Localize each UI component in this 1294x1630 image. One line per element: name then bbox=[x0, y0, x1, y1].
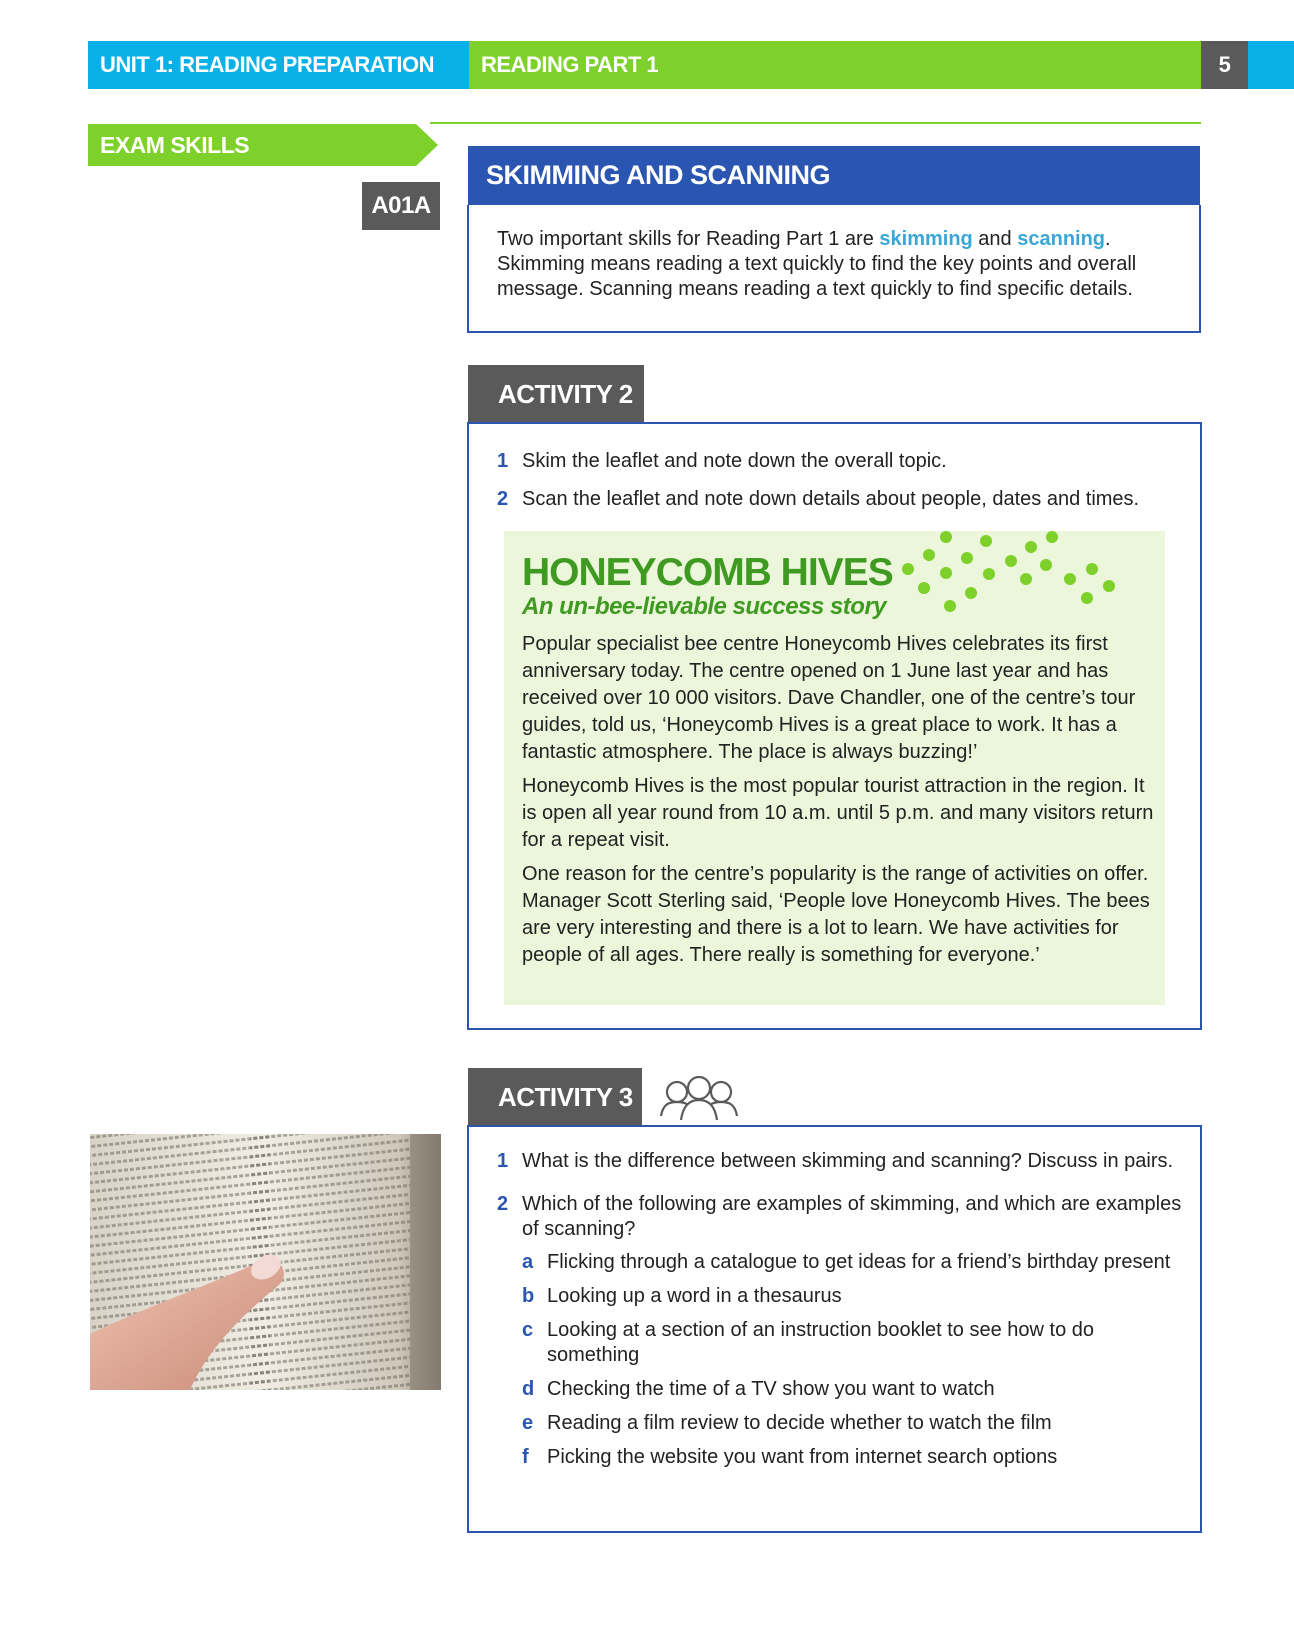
activity-2-tab: ACTIVITY 2 bbox=[468, 365, 644, 423]
item-text: Reading a film review to decide whether to watch the film bbox=[547, 1412, 1052, 1434]
dictionary-photo bbox=[90, 1134, 441, 1390]
leaflet-body bbox=[522, 631, 1162, 976]
skimming-box-body bbox=[467, 205, 1201, 333]
item-letter: a bbox=[522, 1251, 534, 1273]
sub-list-item bbox=[522, 1318, 1177, 1368]
item-letter: e bbox=[522, 1412, 534, 1434]
leaflet-paragraph: Honeycomb Hives is the most popular tourist attraction in the region. It is open all year round from 10 a.m. until 5 p.m. and many visitors return for a repeat visit. bbox=[522, 775, 1154, 851]
item-letter: d bbox=[522, 1378, 535, 1400]
sub-list-item bbox=[522, 1284, 1177, 1309]
sub-list-item bbox=[522, 1377, 1177, 1402]
activity-2-list bbox=[497, 449, 1202, 525]
bee-dots-decoration bbox=[894, 531, 1134, 631]
item-text: Which of the following are examples of skimming, and which are examples of scanning? bbox=[522, 1193, 1182, 1240]
item-number: 1 bbox=[497, 450, 509, 472]
item-text: Checking the time of a TV show you want to watch bbox=[547, 1378, 995, 1400]
header-end-strip bbox=[1248, 41, 1294, 89]
leaflet-title: HONEYCOMB HIVES bbox=[522, 551, 893, 594]
sub-list-item bbox=[522, 1445, 1177, 1470]
leaflet-paragraph: One reason for the centre’s popularity is the range of activities on offer. Manager Scott Sterling said, ‘People love Honeycomb Hives. The bees are very interesting and there is a lot to learn. We have activities for people of all ages. There really is something for everyone.’ bbox=[522, 863, 1150, 966]
divider bbox=[430, 122, 1201, 124]
page-number: 5 bbox=[1201, 41, 1248, 89]
item-text: Flicking through a catalogue to get ideas for a friend’s birthday present bbox=[547, 1251, 1171, 1273]
leaflet-subtitle: An un-bee-lievable success story bbox=[522, 593, 887, 620]
activity-3-tab: ACTIVITY 3 bbox=[468, 1068, 642, 1126]
exam-skills-label: EXAM SKILLS bbox=[100, 132, 250, 158]
list-item bbox=[497, 449, 1202, 474]
sub-list-item bbox=[522, 1411, 1177, 1436]
section-banner bbox=[469, 41, 1201, 89]
skimming-box-title: SKIMMING AND SCANNING bbox=[468, 146, 1200, 205]
item-text: What is the difference between skimming and scanning? Discuss in pairs. bbox=[522, 1150, 1174, 1172]
item-text: Picking the website you want from internet search options bbox=[547, 1446, 1058, 1468]
term-skimming: skimming bbox=[879, 228, 973, 250]
dictionary-page-image bbox=[90, 1134, 441, 1390]
item-text: Looking at a section of an instruction booklet to see how to do something bbox=[547, 1319, 1095, 1366]
section-label: READING PART 1 bbox=[481, 52, 659, 77]
list-item bbox=[497, 1192, 1202, 1242]
item-letter: f bbox=[522, 1446, 529, 1468]
leaflet-paragraph: Popular specialist bee centre Honeycomb Hives celebrates its first anniversary today. The centre opened on 1 June last year and has received over 10 000 visitors. Dave Chandler, one of the centre’s tour guides, told us, ‘Honeycomb Hives is a great place to work. It has a fantastic atmosphere. The place is always buzzing!’ bbox=[522, 633, 1136, 763]
pair-work-icon bbox=[655, 1076, 743, 1124]
activity-3-box bbox=[467, 1125, 1202, 1533]
item-number: 1 bbox=[497, 1150, 509, 1172]
item-letter: b bbox=[522, 1285, 535, 1307]
objective-code: A01A bbox=[362, 182, 440, 230]
list-item bbox=[497, 487, 1202, 512]
term-scanning: scanning bbox=[1017, 228, 1106, 250]
activity-3-list bbox=[497, 1149, 1202, 1479]
item-text: Scan the leaflet and note down details about people, dates and times. bbox=[522, 488, 1140, 510]
item-number: 2 bbox=[497, 488, 509, 510]
intro-and: and bbox=[972, 228, 1018, 250]
item-text: Looking up a word in a thesaurus bbox=[547, 1285, 842, 1307]
unit-label: UNIT 1: READING PREPARATION bbox=[100, 52, 435, 77]
item-letter: c bbox=[522, 1319, 534, 1341]
sub-list-item bbox=[522, 1250, 1177, 1275]
honeycomb-leaflet bbox=[504, 531, 1165, 1005]
exam-skills-tab bbox=[88, 124, 438, 166]
list-item bbox=[497, 1149, 1202, 1174]
unit-banner bbox=[88, 41, 469, 89]
item-number: 2 bbox=[497, 1193, 509, 1215]
intro-rest: . Skimming means reading a text quickly to find the key points and overall message. Scanning means reading a text quickly to find specific details. bbox=[497, 228, 1137, 300]
item-text: Skim the leaflet and note down the overall topic. bbox=[522, 450, 947, 472]
intro-text: Two important skills for Reading Part 1 are bbox=[497, 228, 880, 250]
